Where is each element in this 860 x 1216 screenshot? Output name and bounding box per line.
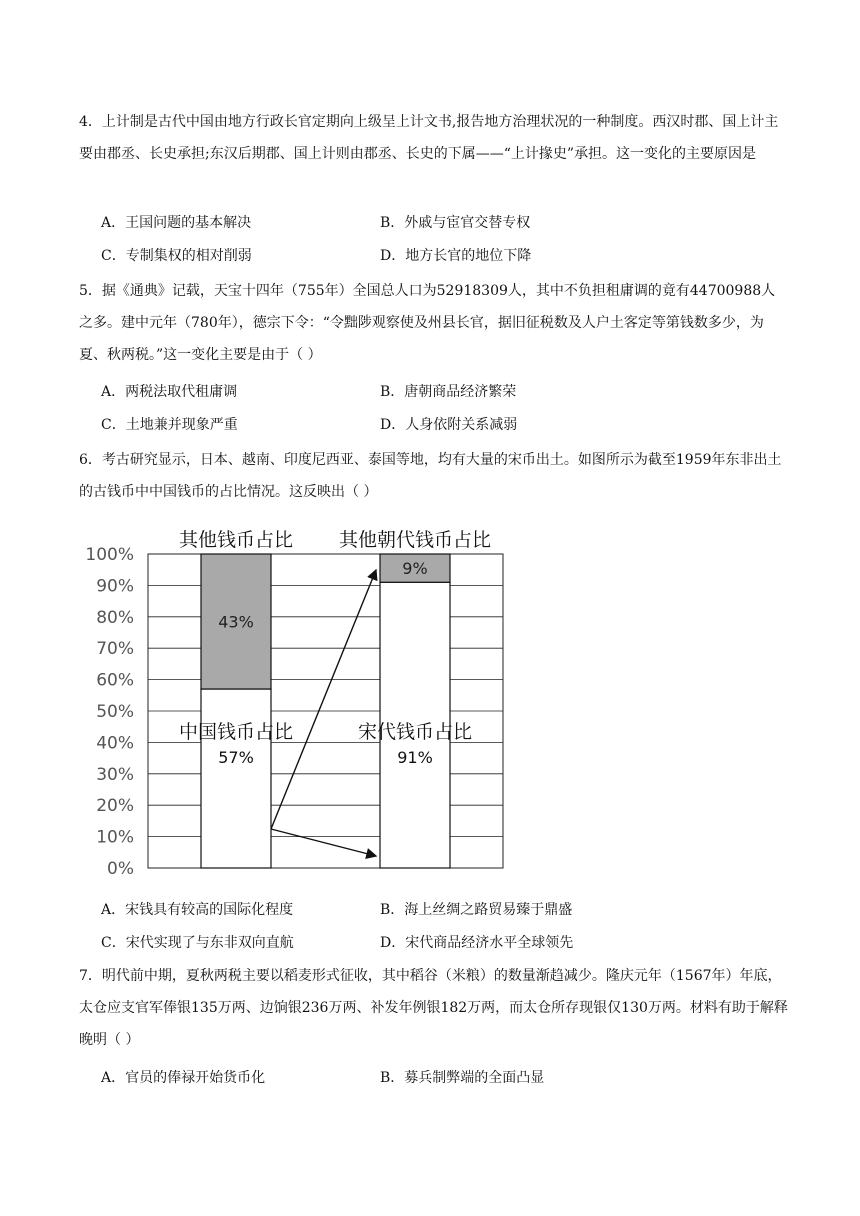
q4-option-c: C．专制集权的相对削弱 — [101, 248, 252, 264]
q7-option-a: A．官员的俸禄开始货币化 — [101, 1070, 266, 1086]
question-7-stem: 7．明代前中期，夏秋两税主要以稻麦形式征收，其中稻谷（米粮）的数量渐趋减少。隆庆元年（1567年）年底，太仓应支官军俸银135万两、边饷银236万两、补发年例银182万两，而太仓所存现银仅130万两。材料有助于解释晚明（ ） — [79, 968, 788, 1048]
bar-bottom-value-label: 57% — [218, 748, 254, 767]
q4-option-d: D．地方长官的地位下降 — [380, 248, 532, 264]
question-5-stem: 5．据《通典》记载，天宝十四年（755年）全国总人口为52918309人，其中不负担租庸调的竟有44700988人之多。建中元年（780年），德宗下令：“令黜陟观察使及州县长官，据旧征税数及人户土客定等第钱数多少，为夏、秋两税。”这一变化主要是由于（ ） — [79, 283, 776, 363]
q6-option-b: B．海上丝绸之路贸易臻于鼎盛 — [380, 902, 573, 918]
coin-share-chart — [78, 520, 508, 885]
bar-top-title: 其他朝代钱币占比 — [338, 529, 492, 551]
q6-option-a: A．宋钱具有较高的国际化程度 — [101, 902, 294, 918]
y-tick-label: 50% — [96, 702, 134, 722]
y-tick-label: 40% — [96, 733, 134, 754]
bar-bottom-value-label: 91% — [397, 748, 433, 767]
q7-option-b: B．募兵制弊端的全面凸显 — [380, 1070, 545, 1086]
y-tick-label: 80% — [96, 607, 134, 628]
bar-top-value-label: 43% — [218, 612, 254, 632]
y-tick-label: 0% — [107, 859, 134, 879]
bar-bottom-label: 宋代钱币占比 — [357, 721, 473, 743]
q5-option-b: B．唐朝商品经济繁荣 — [380, 384, 517, 400]
q4-option-a: A．王国问题的基本解决 — [101, 215, 252, 231]
q5-option-a: A．两税法取代租庸调 — [101, 384, 238, 400]
y-tick-label: 90% — [96, 576, 134, 597]
q5-option-c: C．土地兼并现象严重 — [101, 417, 238, 433]
question-6-stem: 6．考古研究显示，日本、越南、印度尼西亚、泰国等地，均有大量的宋币出土。如图所示为截至1959年东非出土的古钱币中中国钱币的占比情况。这反映出（ ） — [79, 452, 782, 500]
q4-option-b: B．外戚与宦官交替专权 — [380, 215, 531, 231]
y-tick-label: 60% — [96, 670, 134, 691]
y-tick-label: 100% — [85, 545, 134, 565]
y-tick-label: 70% — [96, 639, 134, 660]
q5-option-d: D．人身依附关系减弱 — [380, 417, 518, 433]
y-tick-label: 10% — [96, 827, 134, 848]
bar-bottom-segment — [201, 689, 271, 868]
q6-option-c: C．宋代实现了与东非双向直航 — [101, 935, 294, 951]
bar-bottom-label: 中国钱币占比 — [178, 721, 294, 743]
q6-option-d: D．宋代商品经济水平全球领先 — [380, 935, 574, 951]
y-tick-label: 20% — [96, 796, 134, 817]
bar-top-value-label: 9% — [402, 559, 428, 579]
question-4-stem: 4．上计制是古代中国由地方行政长官定期向上级呈上计文书,报告地方治理状况的一种制度。西汉时郡、国上计主要由郡丞、长史承担;东汉后期郡、国上计则由郡丞、长史的下属——“上计掾史”承担。这一变化的主要原因是 — [79, 114, 779, 162]
bar-top-title: 其他钱币占比 — [178, 529, 294, 551]
y-tick-label: 30% — [96, 764, 134, 785]
